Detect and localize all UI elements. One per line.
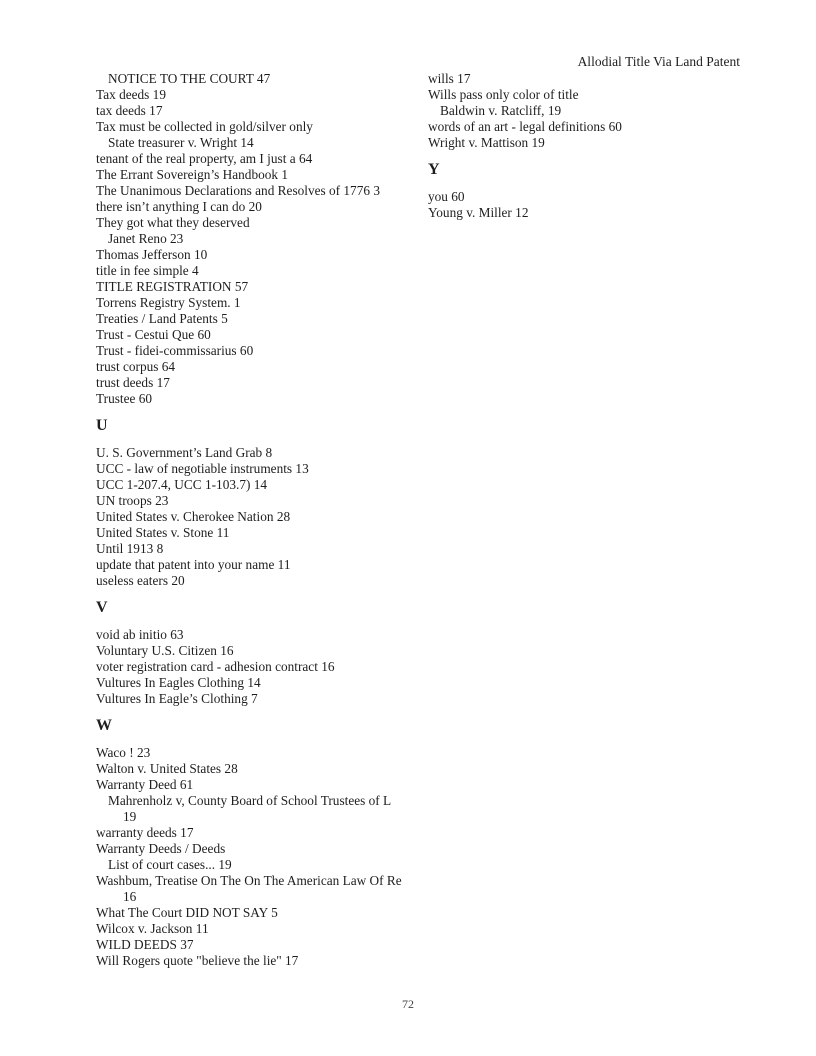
index-entry: UCC - law of negotiable instruments 13 <box>96 461 309 476</box>
index-subentry: NOTICE TO THE COURT 47 <box>108 71 271 86</box>
index-entry: void ab initio 63 <box>96 627 184 642</box>
index-entry-continuation: 19 <box>123 809 137 824</box>
index-entry: U. S. Government’s Land Grab 8 <box>96 445 273 460</box>
index-entry: UCC 1-207.4, UCC 1-103.7) 14 <box>96 477 268 492</box>
index-letter-heading: V <box>96 599 108 616</box>
index-entry: Warranty Deeds / Deeds <box>96 841 226 856</box>
index-entry: Vultures In Eagles Clothing 14 <box>96 675 261 690</box>
index-column-right <box>428 71 748 221</box>
index-entry: Wright v. Mattison 19 <box>428 135 545 150</box>
index-entry: Torrens Registry System. 1 <box>96 295 241 310</box>
index-entry: Warranty Deed 61 <box>96 777 194 792</box>
index-entry: WILD DEEDS 37 <box>96 937 194 952</box>
index-entry: update that patent into your name 11 <box>96 557 291 572</box>
index-entry: words of an art - legal definitions 60 <box>428 119 622 134</box>
page-number: 72 <box>402 997 414 1011</box>
index-entry: Tax deeds 19 <box>96 87 166 102</box>
index-letter-heading: W <box>96 717 112 734</box>
index-entry: Trustee 60 <box>96 391 153 406</box>
index-entry: United States v. Stone 11 <box>96 525 230 540</box>
running-header-title: Allodial Title Via Land Patent <box>577 54 740 69</box>
index-entry: Trust - fidei-commissarius 60 <box>96 343 254 358</box>
index-entry: TITLE REGISTRATION 57 <box>96 279 249 294</box>
index-entry: Will Rogers quote "believe the lie" 17 <box>96 953 299 968</box>
index-entry: warranty deeds 17 <box>96 825 194 840</box>
index-column-left <box>96 71 416 969</box>
index-entry: Tax must be collected in gold/silver only <box>96 119 313 134</box>
index-entry: useless eaters 20 <box>96 573 185 588</box>
index-subentry: List of court cases... 19 <box>108 857 232 872</box>
index-subentry: Mahrenholz v, County Board of School Trustees of L <box>108 793 392 808</box>
index-entry: The Errant Sovereign’s Handbook 1 <box>96 167 289 182</box>
index-entry: UN troops 23 <box>96 493 169 508</box>
index-entry: tenant of the real property, am I just a 64 <box>96 151 313 166</box>
index-subentry: Baldwin v. Ratcliff, 19 <box>440 103 562 118</box>
index-letter-heading: Y <box>428 161 440 178</box>
index-letter-heading: U <box>96 417 108 434</box>
index-entry: They got what they deserved <box>96 215 250 230</box>
index-entry: Washbum, Treatise On The On The American Law Of Re <box>96 873 402 888</box>
index-entry: Walton v. United States 28 <box>96 761 238 776</box>
index-entry: What The Court DID NOT SAY 5 <box>96 905 278 920</box>
index-entry: trust corpus 64 <box>96 359 176 374</box>
index-entry: Wilcox v. Jackson 11 <box>96 921 209 936</box>
index-entry: wills 17 <box>428 71 471 86</box>
index-entry: Treaties / Land Patents 5 <box>96 311 228 326</box>
index-entry: tax deeds 17 <box>96 103 163 118</box>
index-entry: title in fee simple 4 <box>96 263 199 278</box>
index-entry: voter registration card - adhesion contract 16 <box>96 659 335 674</box>
index-entry: Thomas Jefferson 10 <box>96 247 208 262</box>
index-entry: Waco ! 23 <box>96 745 151 760</box>
index-entry: Vultures In Eagle’s Clothing 7 <box>96 691 258 706</box>
index-subentry: State treasurer v. Wright 14 <box>108 135 254 150</box>
index-entry-continuation: 16 <box>123 889 137 904</box>
index-entry: there isn’t anything I can do 20 <box>96 199 262 214</box>
index-entry: Trust - Cestui Que 60 <box>96 327 211 342</box>
index-entry: you 60 <box>428 189 465 204</box>
index-entry: Wills pass only color of title <box>428 87 579 102</box>
index-entry: Until 1913 8 <box>96 541 164 556</box>
index-entry: trust deeds 17 <box>96 375 170 390</box>
index-entry: Young v. Miller 12 <box>428 205 529 220</box>
index-subentry: Janet Reno 23 <box>108 231 184 246</box>
index-entry: United States v. Cherokee Nation 28 <box>96 509 291 524</box>
index-entry: Voluntary U.S. Citizen 16 <box>96 643 234 658</box>
index-entry: The Unanimous Declarations and Resolves of 1776 3 <box>96 183 380 198</box>
